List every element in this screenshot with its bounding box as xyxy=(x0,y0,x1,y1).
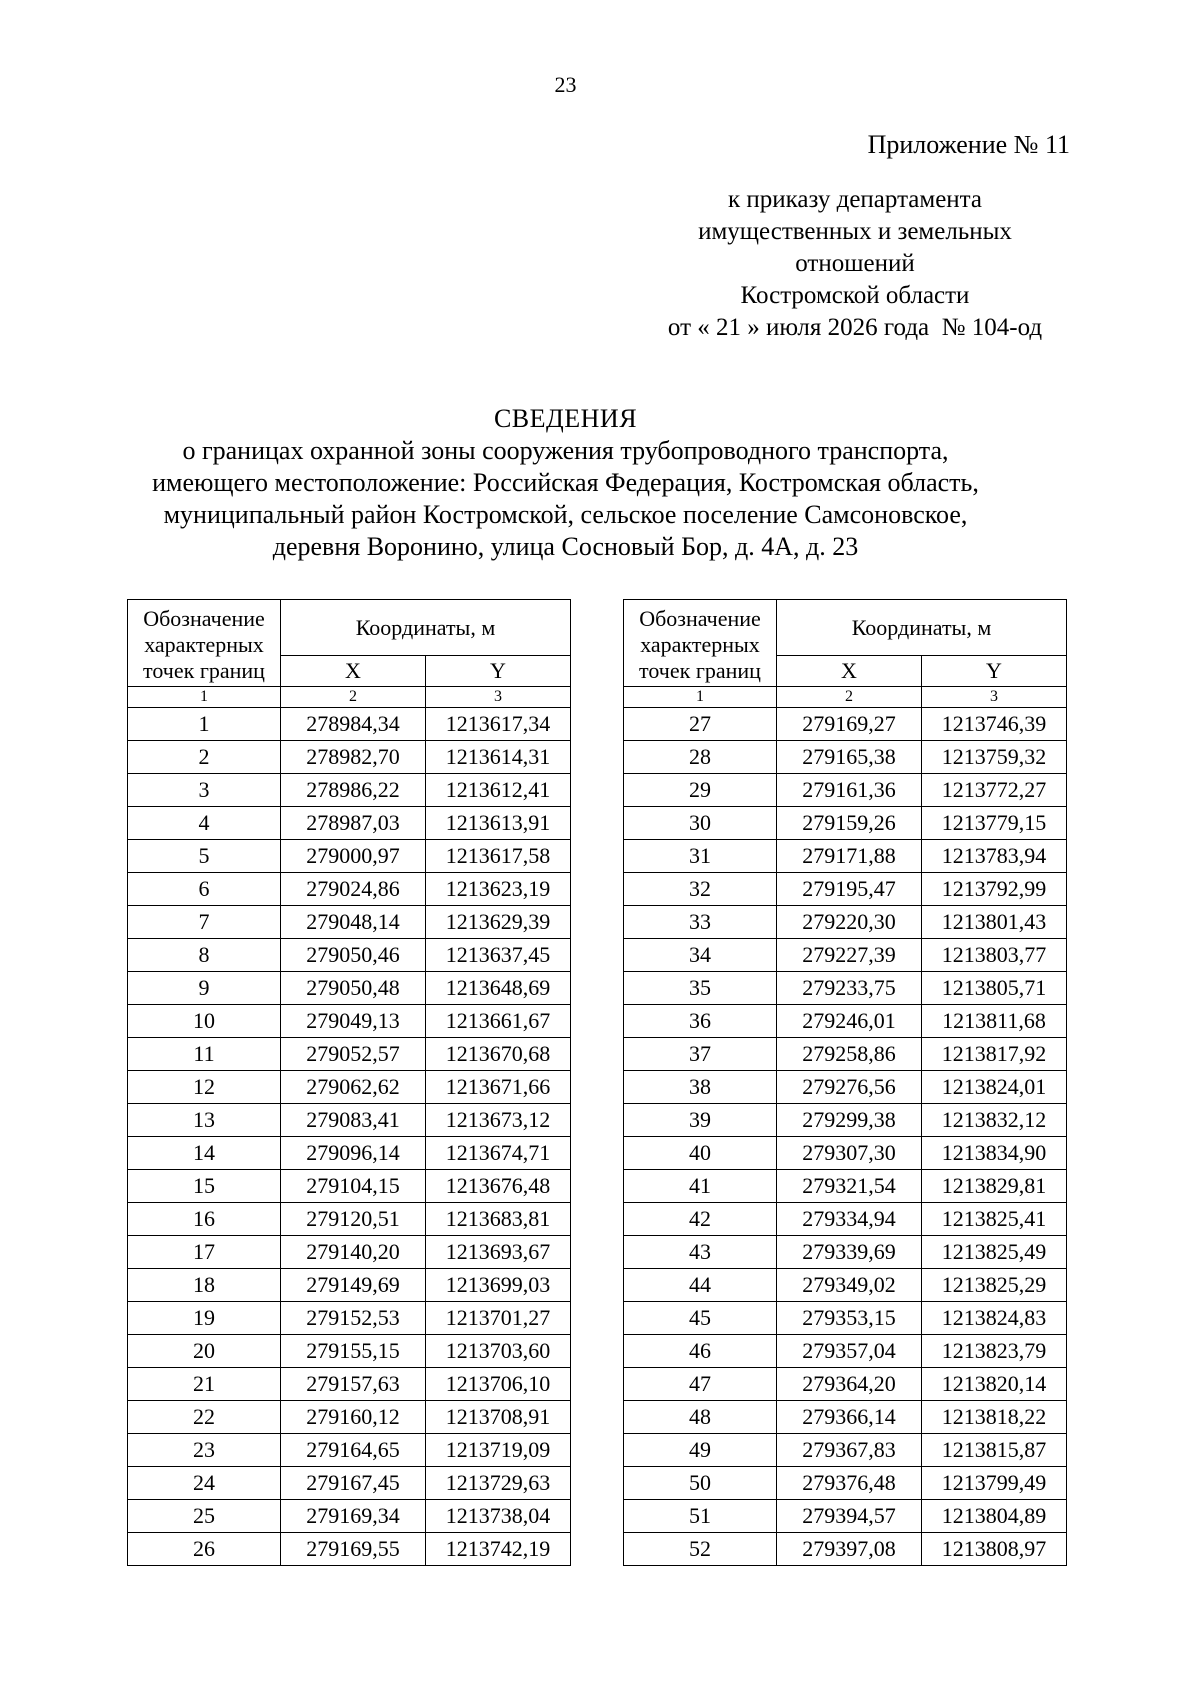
x-coordinate-cell: 279104,15 xyxy=(281,1170,426,1203)
point-number-cell: 31 xyxy=(624,840,777,873)
table-row xyxy=(128,708,571,741)
table-row xyxy=(624,1005,1067,1038)
point-number-cell: 24 xyxy=(128,1467,281,1500)
table-row xyxy=(128,1137,571,1170)
y-coordinate-cell: 1213783,94 xyxy=(922,840,1067,873)
y-coordinate-cell: 1213825,41 xyxy=(922,1203,1067,1236)
point-number-cell: 43 xyxy=(624,1236,777,1269)
y-coordinate-cell: 1213648,69 xyxy=(426,972,571,1005)
x-coordinate-cell: 279171,88 xyxy=(777,840,922,873)
x-coordinate-cell: 279307,30 xyxy=(777,1137,922,1170)
x-coordinate-cell: 279140,20 xyxy=(281,1236,426,1269)
table-row xyxy=(624,1071,1067,1104)
appendix-title: Приложение № 11 xyxy=(867,130,1070,159)
y-coordinate-cell: 1213617,58 xyxy=(426,840,571,873)
y-coordinate-cell: 1213823,79 xyxy=(922,1335,1067,1368)
x-coordinate-cell: 278984,34 xyxy=(281,708,426,741)
table-row xyxy=(624,741,1067,774)
x-coordinate-cell: 279096,14 xyxy=(281,1137,426,1170)
table-row xyxy=(624,774,1067,807)
heading-line: имеющего местоположение: Российская Федерация, Костромская область, xyxy=(152,468,979,497)
point-number-cell: 22 xyxy=(128,1401,281,1434)
x-coordinate-cell: 279160,12 xyxy=(281,1401,426,1434)
point-number-cell: 40 xyxy=(624,1137,777,1170)
x-coordinate-cell: 279048,14 xyxy=(281,906,426,939)
x-coordinate-cell: 279161,36 xyxy=(777,774,922,807)
point-number-cell: 47 xyxy=(624,1368,777,1401)
x-coordinate-cell: 279220,30 xyxy=(777,906,922,939)
point-number-cell: 21 xyxy=(128,1368,281,1401)
table-row xyxy=(624,1434,1067,1467)
point-number-cell: 38 xyxy=(624,1071,777,1104)
point-number-cell: 48 xyxy=(624,1401,777,1434)
table-row xyxy=(128,1203,571,1236)
point-number-cell: 7 xyxy=(128,906,281,939)
y-coordinate-cell: 1213637,45 xyxy=(426,939,571,972)
heading-line: о границах охранной зоны сооружения трубопроводного транспорта, xyxy=(182,436,949,465)
y-coordinate-cell: 1213792,99 xyxy=(922,873,1067,906)
x-coordinate-cell: 279083,41 xyxy=(281,1104,426,1137)
x-coordinate-cell: 279169,27 xyxy=(777,708,922,741)
column-number: 2 xyxy=(281,687,426,708)
coordinates-table-right xyxy=(623,599,1067,1566)
point-number-cell: 3 xyxy=(128,774,281,807)
x-coordinate-cell: 279000,97 xyxy=(281,840,426,873)
table-row xyxy=(624,1467,1067,1500)
x-coordinate-cell: 279299,38 xyxy=(777,1104,922,1137)
table-row xyxy=(624,939,1067,972)
table-row xyxy=(624,1335,1067,1368)
point-number-cell: 25 xyxy=(128,1500,281,1533)
table-row xyxy=(128,873,571,906)
point-number-cell: 14 xyxy=(128,1137,281,1170)
point-number-cell: 6 xyxy=(128,873,281,906)
table-row xyxy=(128,1236,571,1269)
x-coordinate-cell: 279062,62 xyxy=(281,1071,426,1104)
table-row xyxy=(624,1170,1067,1203)
x-coordinate-cell: 279157,63 xyxy=(281,1368,426,1401)
table-row xyxy=(624,1137,1067,1170)
y-coordinate-cell: 1213683,81 xyxy=(426,1203,571,1236)
y-coordinate-cell: 1213629,39 xyxy=(426,906,571,939)
y-coordinate-cell: 1213808,97 xyxy=(922,1533,1067,1566)
point-number-cell: 52 xyxy=(624,1533,777,1566)
x-coordinate-cell: 279149,69 xyxy=(281,1269,426,1302)
table-row xyxy=(624,873,1067,906)
point-number-cell: 11 xyxy=(128,1038,281,1071)
x-coordinate-cell: 279376,48 xyxy=(777,1467,922,1500)
table-row xyxy=(128,1269,571,1302)
point-number-cell: 27 xyxy=(624,708,777,741)
x-coordinate-cell: 279349,02 xyxy=(777,1269,922,1302)
y-coordinate-cell: 1213832,12 xyxy=(922,1104,1067,1137)
y-coordinate-cell: 1213824,01 xyxy=(922,1071,1067,1104)
y-coordinate-cell: 1213729,63 xyxy=(426,1467,571,1500)
heading-line: муниципальный район Костромской, сельское поселение Самсоновское, xyxy=(163,500,968,529)
x-coordinate-cell: 279394,57 xyxy=(777,1500,922,1533)
point-number-cell: 12 xyxy=(128,1071,281,1104)
y-coordinate-cell: 1213661,67 xyxy=(426,1005,571,1038)
table-row xyxy=(128,939,571,972)
point-number-cell: 32 xyxy=(624,873,777,906)
y-coordinate-cell: 1213623,19 xyxy=(426,873,571,906)
point-number-cell: 44 xyxy=(624,1269,777,1302)
y-coordinate-cell: 1213779,15 xyxy=(922,807,1067,840)
point-number-cell: 41 xyxy=(624,1170,777,1203)
table-row xyxy=(128,1104,571,1137)
point-number-cell: 39 xyxy=(624,1104,777,1137)
y-coordinate-cell: 1213699,03 xyxy=(426,1269,571,1302)
x-coordinate-cell: 279159,26 xyxy=(777,807,922,840)
y-coordinate-cell: 1213614,31 xyxy=(426,741,571,774)
y-coordinate-cell: 1213825,49 xyxy=(922,1236,1067,1269)
point-number-cell: 42 xyxy=(624,1203,777,1236)
table-row xyxy=(128,1434,571,1467)
table-row xyxy=(624,1368,1067,1401)
x-coordinate-cell: 279024,86 xyxy=(281,873,426,906)
table-row xyxy=(624,1203,1067,1236)
y-coordinate-cell: 1213673,12 xyxy=(426,1104,571,1137)
point-number-cell: 18 xyxy=(128,1269,281,1302)
point-number-cell: 8 xyxy=(128,939,281,972)
order-reference xyxy=(600,184,1110,344)
point-number-cell: 36 xyxy=(624,1005,777,1038)
table-row xyxy=(624,708,1067,741)
table-row xyxy=(624,1038,1067,1071)
column-number: 3 xyxy=(426,687,571,708)
x-coordinate-cell: 279357,04 xyxy=(777,1335,922,1368)
x-coordinate-cell: 279169,55 xyxy=(281,1533,426,1566)
point-number-cell: 37 xyxy=(624,1038,777,1071)
y-coordinate-cell: 1213817,92 xyxy=(922,1038,1067,1071)
coordinates-table-left xyxy=(127,599,571,1566)
point-number-cell: 16 xyxy=(128,1203,281,1236)
document-title: СВЕДЕНИЯ xyxy=(493,404,638,433)
point-number-cell: 10 xyxy=(128,1005,281,1038)
x-coordinate-cell: 279155,15 xyxy=(281,1335,426,1368)
y-coordinate-cell: 1213613,91 xyxy=(426,807,571,840)
x-coordinate-cell: 279152,53 xyxy=(281,1302,426,1335)
point-number-cell: 28 xyxy=(624,741,777,774)
order-ref-line: к приказу департамента xyxy=(727,186,983,213)
table-row xyxy=(128,906,571,939)
y-coordinate-cell: 1213746,39 xyxy=(922,708,1067,741)
table-row xyxy=(128,807,571,840)
y-coordinate-cell: 1213738,04 xyxy=(426,1500,571,1533)
document-heading xyxy=(0,403,1131,563)
x-coordinate-cell: 279049,13 xyxy=(281,1005,426,1038)
x-coordinate-cell: 279050,48 xyxy=(281,972,426,1005)
y-coordinate-cell: 1213742,19 xyxy=(426,1533,571,1566)
point-number-cell: 17 xyxy=(128,1236,281,1269)
x-coordinate-cell: 279120,51 xyxy=(281,1203,426,1236)
table-row xyxy=(624,972,1067,1005)
y-coordinate-cell: 1213671,66 xyxy=(426,1071,571,1104)
y-coordinate-cell: 1213829,81 xyxy=(922,1170,1067,1203)
coordinates-header: Координаты, м xyxy=(281,600,571,656)
y-coordinate-cell: 1213801,43 xyxy=(922,906,1067,939)
point-number-cell: 34 xyxy=(624,939,777,972)
x-coordinate-cell: 279321,54 xyxy=(777,1170,922,1203)
x-coordinate-cell: 279334,94 xyxy=(777,1203,922,1236)
point-number-cell: 19 xyxy=(128,1302,281,1335)
designation-header: Обозначение характерных точек границ xyxy=(624,600,777,687)
point-number-cell: 5 xyxy=(128,840,281,873)
y-coordinate-cell: 1213811,68 xyxy=(922,1005,1067,1038)
table-row xyxy=(128,1533,571,1566)
table-row xyxy=(128,741,571,774)
table-row xyxy=(624,906,1067,939)
x-coordinate-cell: 279367,83 xyxy=(777,1434,922,1467)
x-coordinate-cell: 279339,69 xyxy=(777,1236,922,1269)
x-coordinate-cell: 279164,65 xyxy=(281,1434,426,1467)
y-header: Y xyxy=(426,656,571,687)
x-coordinate-cell: 278982,70 xyxy=(281,741,426,774)
point-number-cell: 33 xyxy=(624,906,777,939)
x-coordinate-cell: 279167,45 xyxy=(281,1467,426,1500)
table-row xyxy=(624,807,1067,840)
order-ref-line: имущественных и земельных xyxy=(698,218,1012,245)
y-coordinate-cell: 1213670,68 xyxy=(426,1038,571,1071)
point-number-cell: 35 xyxy=(624,972,777,1005)
y-coordinate-cell: 1213820,14 xyxy=(922,1368,1067,1401)
y-coordinate-cell: 1213803,77 xyxy=(922,939,1067,972)
point-number-cell: 26 xyxy=(128,1533,281,1566)
y-coordinate-cell: 1213818,22 xyxy=(922,1401,1067,1434)
x-coordinate-cell: 279366,14 xyxy=(777,1401,922,1434)
y-coordinate-cell: 1213676,48 xyxy=(426,1170,571,1203)
x-coordinate-cell: 279050,46 xyxy=(281,939,426,972)
table-row xyxy=(128,1005,571,1038)
y-coordinate-cell: 1213701,27 xyxy=(426,1302,571,1335)
table-row xyxy=(128,1170,571,1203)
point-number-cell: 23 xyxy=(128,1434,281,1467)
y-coordinate-cell: 1213759,32 xyxy=(922,741,1067,774)
table-row xyxy=(128,1071,571,1104)
column-number: 1 xyxy=(624,687,777,708)
table-row xyxy=(624,1500,1067,1533)
point-number-cell: 2 xyxy=(128,741,281,774)
table-row xyxy=(624,1302,1067,1335)
order-ref-date-line: от « 21 » июля 2026 года № 104-од xyxy=(667,314,1043,341)
x-coordinate-cell: 279258,86 xyxy=(777,1038,922,1071)
x-coordinate-cell: 279052,57 xyxy=(281,1038,426,1071)
point-number-cell: 45 xyxy=(624,1302,777,1335)
x-coordinate-cell: 279227,39 xyxy=(777,939,922,972)
point-number-cell: 51 xyxy=(624,1500,777,1533)
y-coordinate-cell: 1213612,41 xyxy=(426,774,571,807)
table-row xyxy=(128,1467,571,1500)
order-ref-line: Костромской области xyxy=(740,282,970,309)
y-coordinate-cell: 1213834,90 xyxy=(922,1137,1067,1170)
table-row xyxy=(128,1401,571,1434)
x-coordinate-cell: 278986,22 xyxy=(281,774,426,807)
y-coordinate-cell: 1213825,29 xyxy=(922,1269,1067,1302)
table-row xyxy=(128,1038,571,1071)
table-row xyxy=(624,840,1067,873)
table-row xyxy=(624,1269,1067,1302)
y-coordinate-cell: 1213703,60 xyxy=(426,1335,571,1368)
point-number-cell: 46 xyxy=(624,1335,777,1368)
x-coordinate-cell: 279276,56 xyxy=(777,1071,922,1104)
x-coordinate-cell: 279233,75 xyxy=(777,972,922,1005)
x-coordinate-cell: 279364,20 xyxy=(777,1368,922,1401)
y-coordinate-cell: 1213815,87 xyxy=(922,1434,1067,1467)
column-number: 2 xyxy=(777,687,922,708)
order-ref-line: отношений xyxy=(795,250,915,277)
table-row xyxy=(128,1500,571,1533)
point-number-cell: 4 xyxy=(128,807,281,840)
point-number-cell: 15 xyxy=(128,1170,281,1203)
point-number-cell: 50 xyxy=(624,1467,777,1500)
y-coordinate-cell: 1213805,71 xyxy=(922,972,1067,1005)
point-number-cell: 29 xyxy=(624,774,777,807)
y-coordinate-cell: 1213706,10 xyxy=(426,1368,571,1401)
point-number-cell: 20 xyxy=(128,1335,281,1368)
y-coordinate-cell: 1213799,49 xyxy=(922,1467,1067,1500)
column-number: 1 xyxy=(128,687,281,708)
point-number-cell: 30 xyxy=(624,807,777,840)
table-row xyxy=(128,840,571,873)
heading-line: деревня Воронино, улица Сосновый Бор, д. 4А, д. 23 xyxy=(272,532,859,561)
x-coordinate-cell: 279353,15 xyxy=(777,1302,922,1335)
table-row xyxy=(128,774,571,807)
table-row xyxy=(128,972,571,1005)
x-coordinate-cell: 279165,38 xyxy=(777,741,922,774)
table-row xyxy=(128,1335,571,1368)
point-number-cell: 9 xyxy=(128,972,281,1005)
table-row xyxy=(624,1104,1067,1137)
x-coordinate-cell: 279246,01 xyxy=(777,1005,922,1038)
designation-header: Обозначение характерных точек границ xyxy=(128,600,281,687)
page-number: 23 xyxy=(554,72,577,97)
table-row xyxy=(624,1401,1067,1434)
point-number-cell: 13 xyxy=(128,1104,281,1137)
point-number-cell: 49 xyxy=(624,1434,777,1467)
table-row xyxy=(624,1533,1067,1566)
y-coordinate-cell: 1213772,27 xyxy=(922,774,1067,807)
y-coordinate-cell: 1213693,67 xyxy=(426,1236,571,1269)
y-coordinate-cell: 1213617,34 xyxy=(426,708,571,741)
y-coordinate-cell: 1213719,09 xyxy=(426,1434,571,1467)
table-row xyxy=(128,1368,571,1401)
table-row xyxy=(128,1302,571,1335)
y-coordinate-cell: 1213674,71 xyxy=(426,1137,571,1170)
y-coordinate-cell: 1213824,83 xyxy=(922,1302,1067,1335)
x-coordinate-cell: 278987,03 xyxy=(281,807,426,840)
x-header: X xyxy=(281,656,426,687)
x-coordinate-cell: 279195,47 xyxy=(777,873,922,906)
x-coordinate-cell: 279397,08 xyxy=(777,1533,922,1566)
point-number-cell: 1 xyxy=(128,708,281,741)
table-row xyxy=(624,1236,1067,1269)
x-header: X xyxy=(777,656,922,687)
coordinates-header: Координаты, м xyxy=(777,600,1067,656)
column-number: 3 xyxy=(922,687,1067,708)
y-coordinate-cell: 1213804,89 xyxy=(922,1500,1067,1533)
y-coordinate-cell: 1213708,91 xyxy=(426,1401,571,1434)
y-header: Y xyxy=(922,656,1067,687)
x-coordinate-cell: 279169,34 xyxy=(281,1500,426,1533)
